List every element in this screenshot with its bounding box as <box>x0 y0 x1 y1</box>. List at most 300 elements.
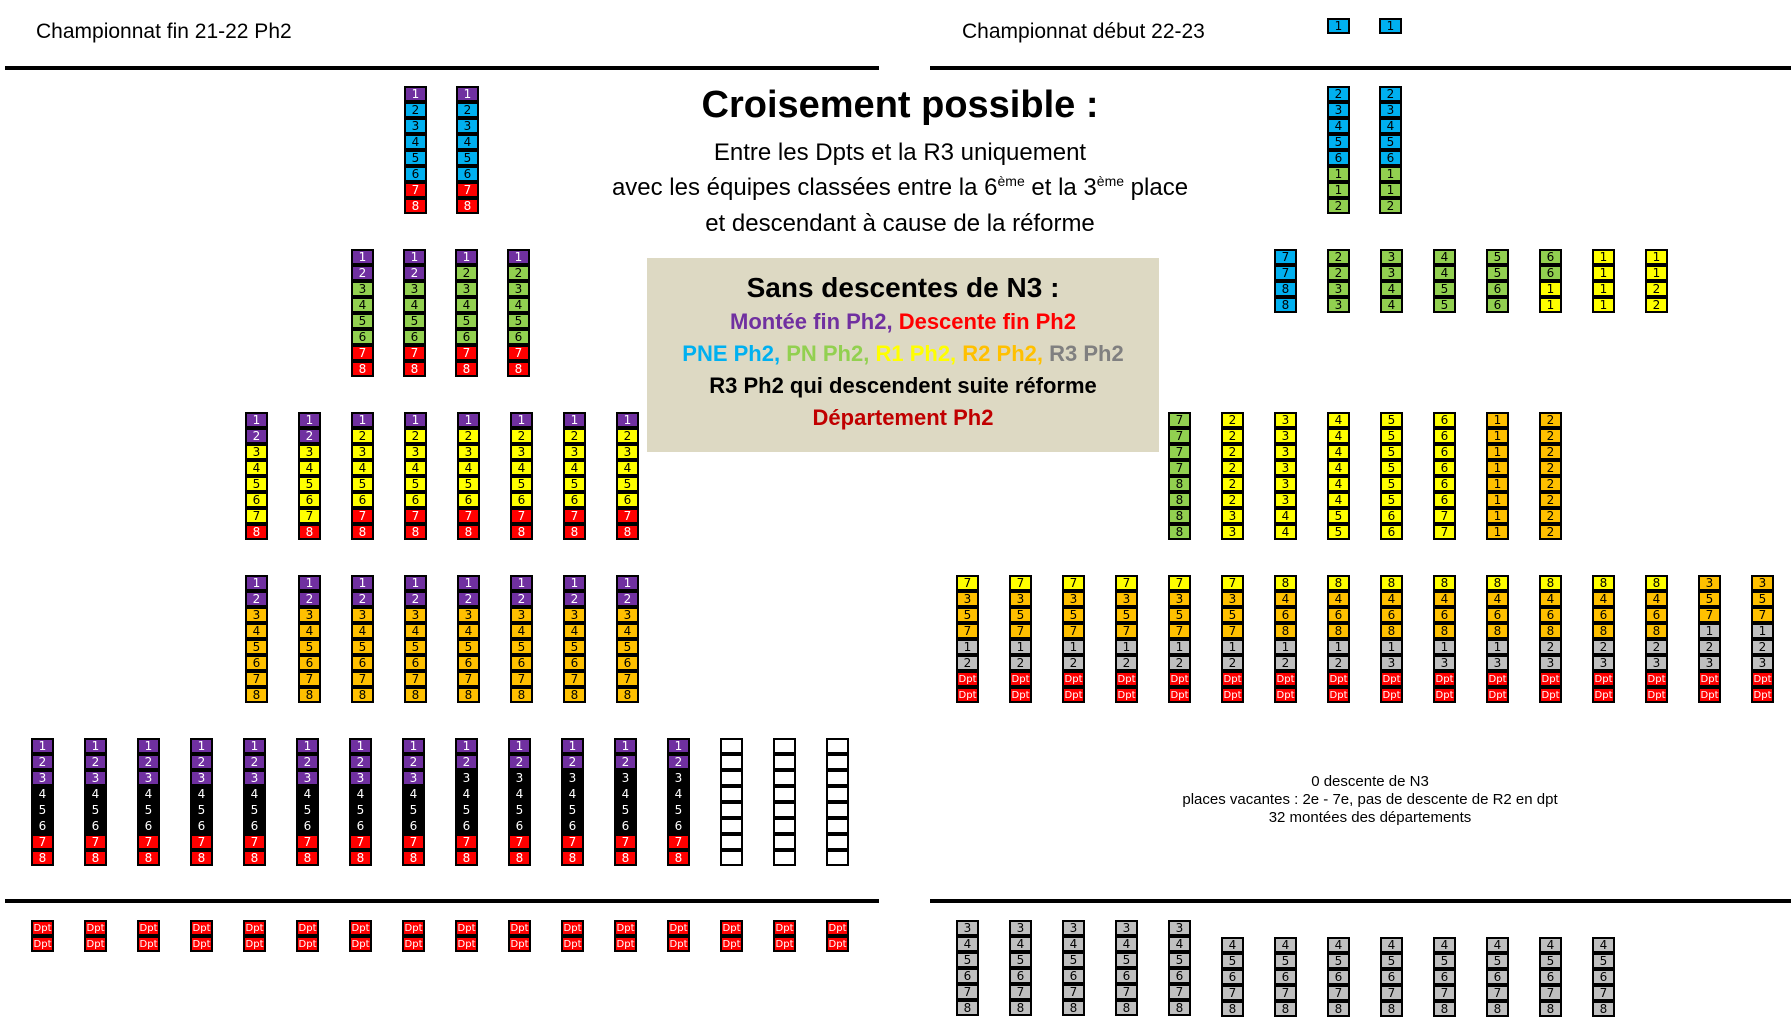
right-r2-cell: 1 <box>1698 623 1721 639</box>
right-n3-cell: 4 <box>1380 297 1403 313</box>
left-r3-cell <box>720 818 743 834</box>
left-r3-cell: 4 <box>243 786 266 802</box>
left-dpt-cell: Dpt <box>137 920 160 936</box>
right-r1-column <box>1274 412 1297 540</box>
left-dpt-cell: Dpt <box>84 936 107 952</box>
right-r3-cell: 4 <box>1592 937 1615 953</box>
left-r3-cell: 2 <box>243 754 266 770</box>
left-dpt-cell: Dpt <box>84 920 107 936</box>
right-r2-cell: 4 <box>1645 591 1668 607</box>
right-n3-cell: 1 <box>1592 297 1615 313</box>
right-r1-cell: 3 <box>1221 524 1244 540</box>
left-n3-cell: 5 <box>351 313 374 329</box>
right-r1-cell: 6 <box>1433 412 1456 428</box>
right-r2-cell: 8 <box>1380 575 1403 591</box>
left-r3-cell: 8 <box>561 850 584 866</box>
left-r2-cell: 6 <box>245 655 268 671</box>
left-r1-cell: 1 <box>404 412 427 428</box>
left-dpt-cell: Dpt <box>243 936 266 952</box>
legend-montee: Montée fin Ph2, <box>730 309 893 334</box>
left-n3-cell: 2 <box>351 265 374 281</box>
left-r3-cell: 2 <box>402 754 425 770</box>
left-n2-cell: 1 <box>456 86 479 102</box>
right-r1-cell: 4 <box>1327 476 1350 492</box>
right-r2-cell: 3 <box>1380 655 1403 671</box>
left-r2-cell: 4 <box>404 623 427 639</box>
left-r3-cell: 1 <box>84 738 107 754</box>
left-r2-cell: 4 <box>510 623 533 639</box>
left-r3-cell: 2 <box>561 754 584 770</box>
right-r3-cell: 4 <box>1539 937 1562 953</box>
right-r1-cell: 1 <box>1486 460 1509 476</box>
right-r2-cell: 6 <box>1592 607 1615 623</box>
right-header: Championnat début 22-23 <box>962 20 1205 43</box>
right-r1-cell: 7 <box>1168 412 1191 428</box>
left-r2-cell: 8 <box>245 687 268 703</box>
right-r2-column <box>956 575 979 703</box>
left-r2-cell: 4 <box>563 623 586 639</box>
right-r2-cell: 2 <box>1751 639 1774 655</box>
right-r1-cell: 4 <box>1327 412 1350 428</box>
right-r3-cell: 8 <box>1009 1000 1032 1016</box>
right-r1-cell: 2 <box>1539 412 1562 428</box>
right-n3-column <box>1433 249 1456 313</box>
left-n3-cell: 5 <box>403 313 426 329</box>
left-r3-cell <box>773 786 796 802</box>
left-r2-cell: 2 <box>245 591 268 607</box>
right-r2-cell: 4 <box>1486 591 1509 607</box>
right-r2-cell: Dpt <box>1380 687 1403 703</box>
left-n3-cell: 5 <box>507 313 530 329</box>
right-r2-cell: 8 <box>1645 575 1668 591</box>
right-r2-cell: 7 <box>1168 623 1191 639</box>
left-n3-cell: 1 <box>403 249 426 265</box>
left-n3-cell: 2 <box>455 265 478 281</box>
right-r2-cell: 4 <box>1274 591 1297 607</box>
left-n3-cell: 1 <box>455 249 478 265</box>
right-n2-column <box>1327 86 1350 214</box>
right-r1-cell: 4 <box>1274 524 1297 540</box>
left-r3-cell: 7 <box>508 834 531 850</box>
right-r3-column <box>1115 920 1138 1016</box>
left-r1-cell: 7 <box>457 508 480 524</box>
right-r2-cell: 8 <box>1645 623 1668 639</box>
left-dpt-cell: Dpt <box>31 920 54 936</box>
right-n3-cell: 4 <box>1380 281 1403 297</box>
left-dpt-cell: Dpt <box>296 936 319 952</box>
right-r3-cell: 6 <box>1221 969 1244 985</box>
right-r2-cell: 1 <box>1168 639 1191 655</box>
left-r3-cell: 4 <box>137 786 160 802</box>
left-r3-cell: 4 <box>402 786 425 802</box>
left-n2-cell: 6 <box>456 166 479 182</box>
left-n3-cell: 8 <box>455 361 478 377</box>
left-r3-column <box>773 738 796 866</box>
right-n3-column <box>1274 249 1297 313</box>
left-r1-cell: 2 <box>457 428 480 444</box>
right-r2-cell: 2 <box>1062 655 1085 671</box>
left-dpt-column <box>31 920 54 952</box>
left-r1-cell: 3 <box>616 444 639 460</box>
right-n2-cell: 1 <box>1327 182 1350 198</box>
right-r2-cell: 3 <box>1115 591 1138 607</box>
left-r3-cell: 3 <box>508 770 531 786</box>
left-r3-cell: 7 <box>402 834 425 850</box>
left-r1-cell: 4 <box>510 460 533 476</box>
left-n3-cell: 7 <box>403 345 426 361</box>
left-dpt-column <box>137 920 160 952</box>
right-r3-cell: 7 <box>1274 985 1297 1001</box>
right-r2-cell: 3 <box>1751 655 1774 671</box>
left-r3-column <box>84 738 107 866</box>
left-n3-cell: 6 <box>403 329 426 345</box>
right-r2-cell: 5 <box>956 607 979 623</box>
left-r3-cell: 3 <box>561 770 584 786</box>
left-r2-cell: 1 <box>510 575 533 591</box>
left-r2-column <box>563 575 586 703</box>
right-r2-column <box>1115 575 1138 703</box>
left-n3-cell: 3 <box>403 281 426 297</box>
left-r3-cell: 8 <box>349 850 372 866</box>
left-r3-cell <box>720 738 743 754</box>
left-n2-cell: 7 <box>456 182 479 198</box>
left-r3-column <box>614 738 637 866</box>
left-r1-cell: 5 <box>563 476 586 492</box>
left-r3-cell: 5 <box>190 802 213 818</box>
left-r1-cell: 6 <box>510 492 533 508</box>
left-r1-cell: 3 <box>404 444 427 460</box>
right-r3-cell: 5 <box>1327 953 1350 969</box>
left-r3-cell: 5 <box>243 802 266 818</box>
right-r1-cell: 6 <box>1433 428 1456 444</box>
left-dpt-cell: Dpt <box>190 920 213 936</box>
left-r3-cell: 8 <box>84 850 107 866</box>
left-r2-cell: 1 <box>351 575 374 591</box>
right-r1-cell: 2 <box>1539 508 1562 524</box>
left-n2-cell: 5 <box>456 150 479 166</box>
right-n2-top-column <box>1379 18 1402 34</box>
left-r3-cell: 6 <box>243 818 266 834</box>
left-r1-cell: 3 <box>563 444 586 460</box>
right-n2-cell: 1 <box>1327 166 1350 182</box>
right-r1-column <box>1168 412 1191 540</box>
legend-r3-desc: R3 Ph2 qui descendent suite réforme <box>709 373 1097 398</box>
right-r2-column <box>1009 575 1032 703</box>
left-dpt-column <box>773 920 796 952</box>
left-dpt-cell: Dpt <box>720 920 743 936</box>
left-r3-cell: 7 <box>243 834 266 850</box>
right-n2-cell: 4 <box>1379 118 1402 134</box>
left-n3-column <box>403 249 426 377</box>
right-r1-cell: 1 <box>1486 412 1509 428</box>
left-r2-cell: 1 <box>245 575 268 591</box>
right-r3-cell: 6 <box>1539 969 1562 985</box>
left-r2-cell: 6 <box>510 655 533 671</box>
right-n3-cell: 2 <box>1645 297 1668 313</box>
left-r2-cell: 3 <box>457 607 480 623</box>
right-n3-column <box>1327 249 1350 313</box>
right-r1-cell: 4 <box>1327 428 1350 444</box>
left-r1-column <box>563 412 586 540</box>
left-n3-cell: 3 <box>351 281 374 297</box>
right-n3-cell: 5 <box>1433 281 1456 297</box>
right-r2-column <box>1168 575 1191 703</box>
right-r1-cell: 4 <box>1327 492 1350 508</box>
left-r2-cell: 6 <box>457 655 480 671</box>
right-r2-cell: 3 <box>1009 591 1032 607</box>
left-r2-cell: 1 <box>457 575 480 591</box>
left-r1-cell: 2 <box>404 428 427 444</box>
right-r2-cell: Dpt <box>1751 687 1774 703</box>
left-r3-cell <box>720 754 743 770</box>
right-r2-cell: 8 <box>1380 623 1403 639</box>
right-r3-column <box>1274 937 1297 1017</box>
left-r3-cell: 5 <box>137 802 160 818</box>
right-r2-cell: 7 <box>1168 575 1191 591</box>
left-r2-cell: 6 <box>298 655 321 671</box>
left-n2-cell: 1 <box>404 86 427 102</box>
right-r3-column <box>956 920 979 1016</box>
left-r3-cell <box>826 850 849 866</box>
right-n2-cell: 6 <box>1379 150 1402 166</box>
right-n3-cell: 1 <box>1592 265 1615 281</box>
right-r1-cell: 2 <box>1221 492 1244 508</box>
right-r2-cell: 3 <box>1751 575 1774 591</box>
left-dpt-cell: Dpt <box>667 920 690 936</box>
right-r2-cell: 6 <box>1539 607 1562 623</box>
right-r3-cell: 4 <box>1486 937 1509 953</box>
right-r3-cell: 5 <box>956 952 979 968</box>
left-n2-cell: 2 <box>404 102 427 118</box>
right-r3-cell: 6 <box>1486 969 1509 985</box>
left-r3-cell: 4 <box>349 786 372 802</box>
right-n3-column <box>1486 249 1509 313</box>
left-r3-cell <box>826 786 849 802</box>
left-r3-cell: 6 <box>190 818 213 834</box>
left-r1-cell: 5 <box>245 476 268 492</box>
right-bottom-divider <box>930 899 1791 903</box>
left-r1-cell: 7 <box>616 508 639 524</box>
right-r2-cell: 8 <box>1274 575 1297 591</box>
right-r2-cell: 1 <box>1751 623 1774 639</box>
right-r2-cell: Dpt <box>1062 687 1085 703</box>
left-r3-cell <box>720 770 743 786</box>
right-r2-column <box>1698 575 1721 703</box>
right-n3-cell: 2 <box>1327 249 1350 265</box>
left-dpt-cell: Dpt <box>31 936 54 952</box>
right-r3-column <box>1380 937 1403 1017</box>
left-r3-cell: 8 <box>190 850 213 866</box>
left-dpt-column <box>190 920 213 952</box>
legend-r3: R3 Ph2 <box>1049 341 1124 366</box>
left-r1-cell: 5 <box>351 476 374 492</box>
left-r3-cell: 6 <box>667 818 690 834</box>
left-r1-cell: 2 <box>563 428 586 444</box>
left-r2-cell: 4 <box>457 623 480 639</box>
left-r1-cell: 8 <box>404 524 427 540</box>
right-r3-cell: 5 <box>1380 953 1403 969</box>
right-r2-cell: 3 <box>1539 655 1562 671</box>
left-r3-cell: 2 <box>508 754 531 770</box>
right-r1-cell: 5 <box>1380 492 1403 508</box>
left-r3-column <box>826 738 849 866</box>
right-r3-cell: 8 <box>1168 1000 1191 1016</box>
right-r2-cell: 5 <box>1751 591 1774 607</box>
right-r1-cell: 1 <box>1486 444 1509 460</box>
right-n3-cell: 3 <box>1380 265 1403 281</box>
left-dpt-cell: Dpt <box>561 936 584 952</box>
right-r1-cell: 1 <box>1486 428 1509 444</box>
left-n2-cell: 2 <box>456 102 479 118</box>
right-r3-cell: 5 <box>1592 953 1615 969</box>
left-r2-cell: 8 <box>298 687 321 703</box>
left-r2-cell: 1 <box>404 575 427 591</box>
right-n2-top-cell: 1 <box>1379 18 1402 34</box>
right-r3-cell: 4 <box>1115 936 1138 952</box>
left-r1-cell: 1 <box>616 412 639 428</box>
right-n3-cell: 6 <box>1486 297 1509 313</box>
right-r2-cell: Dpt <box>1327 671 1350 687</box>
left-n2-cell: 6 <box>404 166 427 182</box>
right-r2-cell: 8 <box>1592 575 1615 591</box>
left-r2-column <box>351 575 374 703</box>
right-r3-column <box>1168 920 1191 1016</box>
left-r3-cell: 3 <box>455 770 478 786</box>
right-n2-cell: 5 <box>1327 134 1350 150</box>
left-r1-cell: 1 <box>245 412 268 428</box>
right-r3-column <box>1486 937 1509 1017</box>
left-r3-cell: 2 <box>667 754 690 770</box>
right-n3-cell: 6 <box>1539 265 1562 281</box>
left-r2-cell: 3 <box>298 607 321 623</box>
left-n3-cell: 3 <box>507 281 530 297</box>
right-r2-cell: 7 <box>1751 607 1774 623</box>
right-r2-cell: 8 <box>1486 623 1509 639</box>
left-r2-column <box>298 575 321 703</box>
right-r2-cell: 8 <box>1592 623 1615 639</box>
right-r2-cell: Dpt <box>1380 671 1403 687</box>
left-n3-cell: 6 <box>507 329 530 345</box>
right-r3-cell: 8 <box>1327 1001 1350 1017</box>
right-r2-column <box>1274 575 1297 703</box>
left-r1-cell: 4 <box>298 460 321 476</box>
left-r1-cell: 6 <box>245 492 268 508</box>
right-r3-cell: 6 <box>1327 969 1350 985</box>
left-r2-cell: 3 <box>351 607 374 623</box>
right-r3-cell: 3 <box>1009 920 1032 936</box>
left-r1-cell: 6 <box>616 492 639 508</box>
left-r3-column <box>402 738 425 866</box>
right-r3-cell: 5 <box>1539 953 1562 969</box>
left-r3-cell: 3 <box>137 770 160 786</box>
left-r3-cell <box>773 834 796 850</box>
right-r3-column <box>1539 937 1562 1017</box>
right-n2-cell: 3 <box>1327 102 1350 118</box>
left-r1-cell: 4 <box>563 460 586 476</box>
right-r2-cell: Dpt <box>1115 671 1138 687</box>
left-r3-column <box>455 738 478 866</box>
left-dpt-cell: Dpt <box>773 920 796 936</box>
right-r2-column <box>1751 575 1774 703</box>
left-r3-cell: 1 <box>402 738 425 754</box>
left-n2-cell: 8 <box>456 198 479 214</box>
right-notes <box>1110 773 1630 827</box>
right-r2-cell: Dpt <box>1539 687 1562 703</box>
left-n3-cell: 8 <box>351 361 374 377</box>
left-r2-cell: 5 <box>563 639 586 655</box>
right-r2-cell: 3 <box>1592 655 1615 671</box>
right-r2-column <box>1592 575 1615 703</box>
right-r2-cell: 1 <box>1274 639 1297 655</box>
left-r3-cell: 4 <box>614 786 637 802</box>
left-dpt-cell: Dpt <box>402 920 425 936</box>
right-r2-cell: 6 <box>1327 607 1350 623</box>
left-r2-cell: 2 <box>351 591 374 607</box>
left-r2-cell: 5 <box>510 639 533 655</box>
left-r3-column <box>667 738 690 866</box>
right-r3-column <box>1433 937 1456 1017</box>
left-dpt-cell: Dpt <box>349 920 372 936</box>
left-dpt-cell: Dpt <box>402 936 425 952</box>
right-n3-cell: 7 <box>1274 265 1297 281</box>
left-r3-column <box>296 738 319 866</box>
right-r2-cell: Dpt <box>1486 687 1509 703</box>
right-n3-cell: 1 <box>1539 297 1562 313</box>
right-r1-cell: 8 <box>1168 508 1191 524</box>
right-r1-cell: 6 <box>1433 476 1456 492</box>
left-r1-cell: 3 <box>351 444 374 460</box>
left-r1-cell: 5 <box>298 476 321 492</box>
right-r2-cell: 7 <box>1221 575 1244 591</box>
right-r2-cell: 7 <box>1062 623 1085 639</box>
left-r1-cell: 6 <box>351 492 374 508</box>
right-r2-cell: 3 <box>1645 655 1668 671</box>
right-r2-cell: Dpt <box>956 687 979 703</box>
left-r2-cell: 5 <box>351 639 374 655</box>
left-r3-cell: 1 <box>137 738 160 754</box>
right-r2-cell: 2 <box>1698 639 1721 655</box>
right-n2-cell: 2 <box>1379 86 1402 102</box>
left-r2-column <box>404 575 427 703</box>
right-r1-cell: 1 <box>1486 508 1509 524</box>
left-r3-cell: 6 <box>561 818 584 834</box>
right-r3-cell: 5 <box>1221 953 1244 969</box>
left-r2-cell: 8 <box>510 687 533 703</box>
right-r2-cell: 8 <box>1327 575 1350 591</box>
right-r2-cell: Dpt <box>1486 671 1509 687</box>
right-r2-cell: 8 <box>1539 623 1562 639</box>
left-n2-cell: 7 <box>404 182 427 198</box>
left-r1-cell: 2 <box>510 428 533 444</box>
right-r1-cell: 3 <box>1274 460 1297 476</box>
right-n2-cell: 6 <box>1327 150 1350 166</box>
left-r3-cell: 8 <box>508 850 531 866</box>
right-r2-cell: Dpt <box>1433 687 1456 703</box>
right-r3-cell: 6 <box>1380 969 1403 985</box>
left-r3-cell <box>720 786 743 802</box>
right-r2-cell: 4 <box>1592 591 1615 607</box>
left-r3-column <box>349 738 372 866</box>
right-r2-cell: 5 <box>1168 607 1191 623</box>
right-n2-cell: 5 <box>1379 134 1402 150</box>
right-r2-cell: Dpt <box>1274 671 1297 687</box>
note-line-2: places vacantes : 2e - 7e, pas de descente de R2 en dpt <box>1182 791 1558 808</box>
left-r1-column <box>351 412 374 540</box>
right-r1-cell: 3 <box>1274 492 1297 508</box>
left-r2-cell: 8 <box>351 687 374 703</box>
left-dpt-column <box>561 920 584 952</box>
left-r1-cell: 8 <box>563 524 586 540</box>
